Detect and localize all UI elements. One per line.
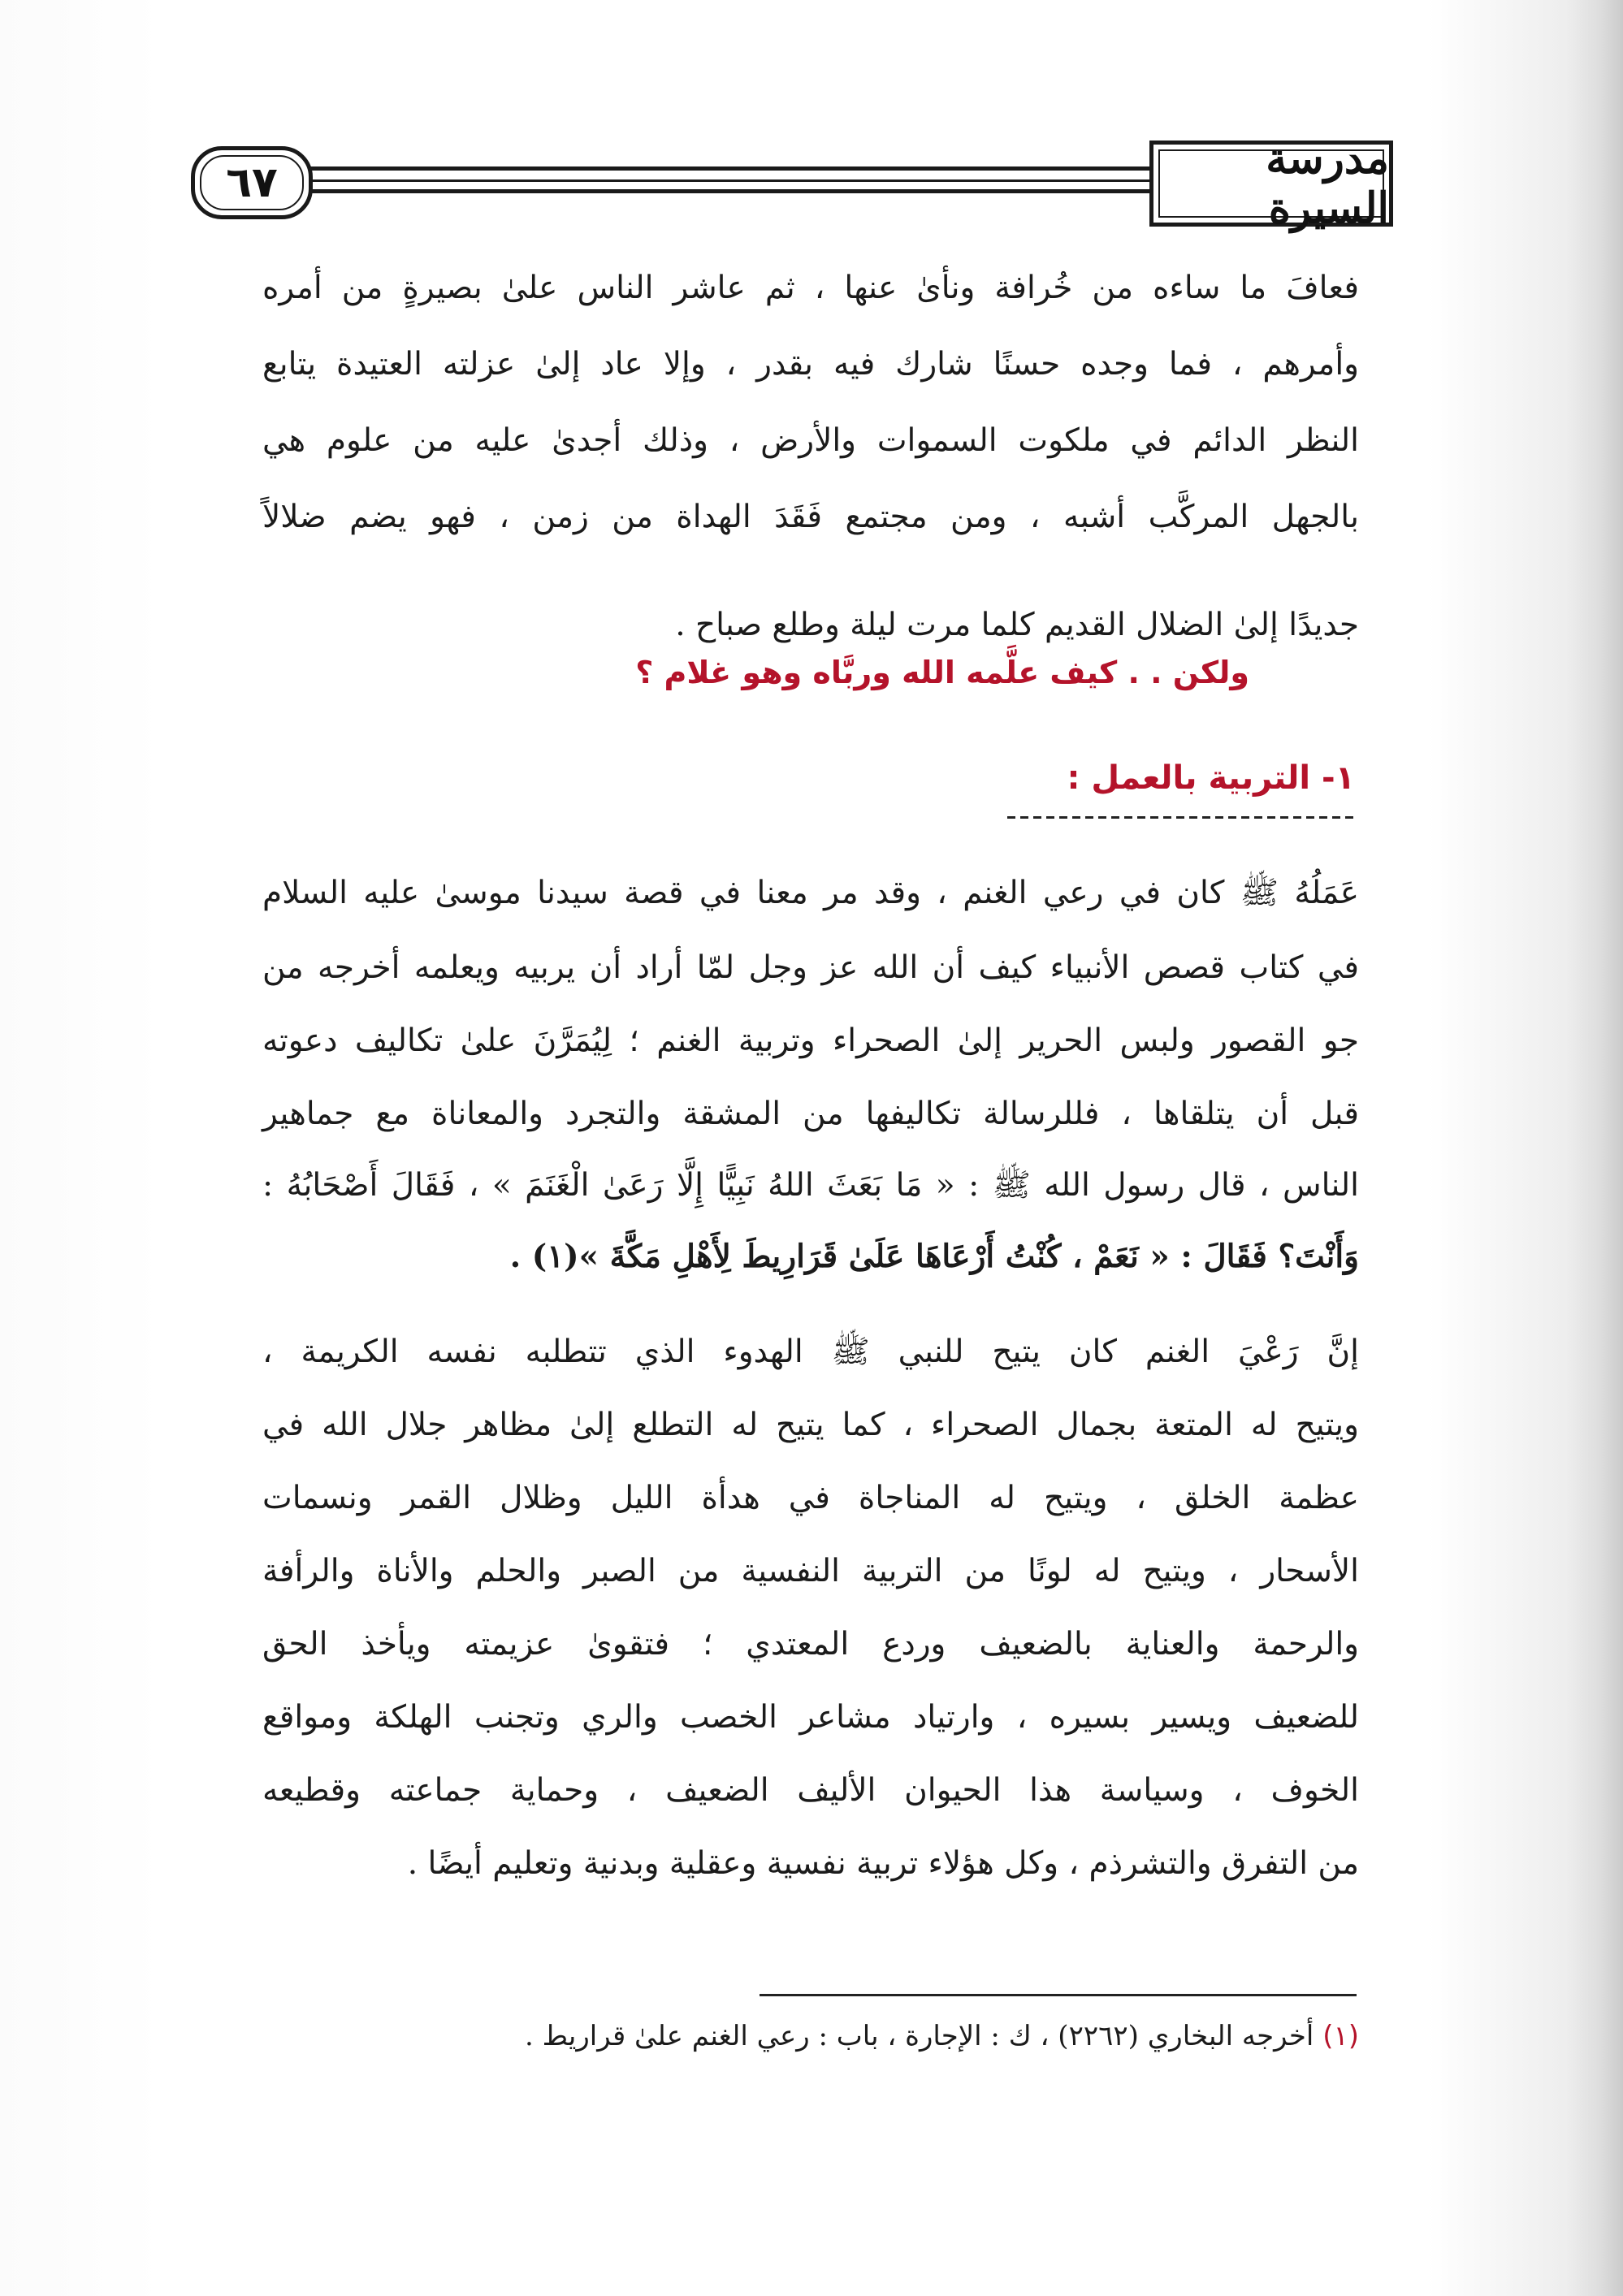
body-line: والرحمة والعناية بالضعيف وردع المعتدي ؛ فتقوىٰ عزيمته ويأخذ الحق [262,1626,1359,1663]
section-heading: ١- التربية بالعمل : [1067,759,1355,797]
body-line: الأسحار ، ويتيح له لونًا من التربية النفسية من الصبر والحلم والأناة والرأفة [262,1553,1359,1589]
body-line: بالجهل المركَّب أشبه ، ومن مجتمع فَقَدَ الهداة من زمن ، فهو يضم ضلالاً [262,499,1359,535]
body-line: في كتاب قصص الأنبياء كيف أن الله عز وجل لمّا أراد أن يربيه ويعلمه أخرجه من [262,949,1359,986]
body-line: ويتيح له المتعة بجمال الصحراء ، كما يتيح له التطلع إلىٰ مظاهر جلال الله في [262,1407,1359,1443]
page-number: ٦٧ [226,158,278,207]
footnote-text: أخرجه البخاري (٢٢٦٢) ، ك : الإجارة ، باب : رعي الغنم علىٰ قراريط . [525,2020,1314,2052]
header-rule [280,189,1288,193]
body-line: قبل أن يتلقاها ، فللرسالة تكاليفها من المشقة والتجرد والمعاناة مع جماهير [262,1096,1359,1132]
body-line: جو القصور ولبس الحرير إلىٰ الصحراء وتربية الغنم ؛ لِيُمَرَّنَ علىٰ تكاليف دعوته [262,1023,1359,1059]
footnote-divider [760,1994,1357,1996]
page-edge-shadow [1566,0,1623,2296]
body-line: من التفرق والتشرذم ، وكل هؤلاء تربية نفسية وعقلية وبدنية وتعليم أيضًا . [407,1845,1359,1882]
body-line: للضعيف ويسير بسيره ، وارتياد مشاعر الخصب والري وتجنب الهلكة ومواقع [262,1699,1359,1736]
header-rule [280,166,1288,171]
body-line: الخوف ، وسياسة هذا الحيوان الأليف الضعيف ، وحماية جماعته وقطيعه [262,1772,1359,1809]
footnote [525,2020,1359,2052]
body-line: فعافَ ما ساءه من خُرافة ونأىٰ عنها ، ثم عاشر الناس علىٰ بصيرةٍ من أمره [262,270,1359,306]
page-header [158,134,1409,231]
header-rule [280,179,1288,182]
body-line: النظر الدائم في ملكوت السموات والأرض ، وذلك أجدىٰ عليه من علوم هي [262,422,1359,459]
section-heading-underline [1007,816,1357,819]
question-heading: ولكن . . كيف علَّمه الله وربَّاه وهو غلام ؟ [635,655,1249,690]
body-line: إنَّ رَعْيَ الغنم كان يتيح للنبي ﷺ الهدوء الذي تتطلبه نفسه الكريمة ، [262,1334,1359,1370]
hadith-line: الناس ، قال رسول الله ﷺ : « مَا بَعَثَ اللهُ نَبِيًّا إِلَّا رَعَىٰ الْغَنَمَ » ، فَقَالَ أَصْحَابُهُ : [262,1167,1359,1204]
hadith-line: وَأَنْتَ؟ فَقَالَ : « نَعَمْ ، كُنْتُ أَرْعَاهَا عَلَىٰ قَرَارِيطَ لِأَهْلِ مَكَّةَ »(١) . [509,1238,1359,1275]
body-line: عظمة الخلق ، ويتيح له المناجاة في هدأة الليل وظلال القمر ونسمات [262,1480,1359,1516]
page-number-badge [191,146,313,219]
body-line: وأمرهم ، فما وجده حسنًا شارك فيه بقدر ، وإلا عاد إلىٰ عزلته العتيدة يتابع [262,346,1359,383]
body-line: جديدًا إلىٰ الضلال القديم كلما مرت ليلة وطلع صباح . [675,607,1359,643]
book-title-box [1149,134,1393,233]
body-line: عَمَلُهُ ﷺ كان في رعي الغنم ، وقد مر معنا في قصة سيدنا موسىٰ عليه السلام [262,875,1359,911]
book-title: مدرسة السيرة [1266,134,1389,233]
footnote-marker: (١) [1322,2020,1359,2052]
